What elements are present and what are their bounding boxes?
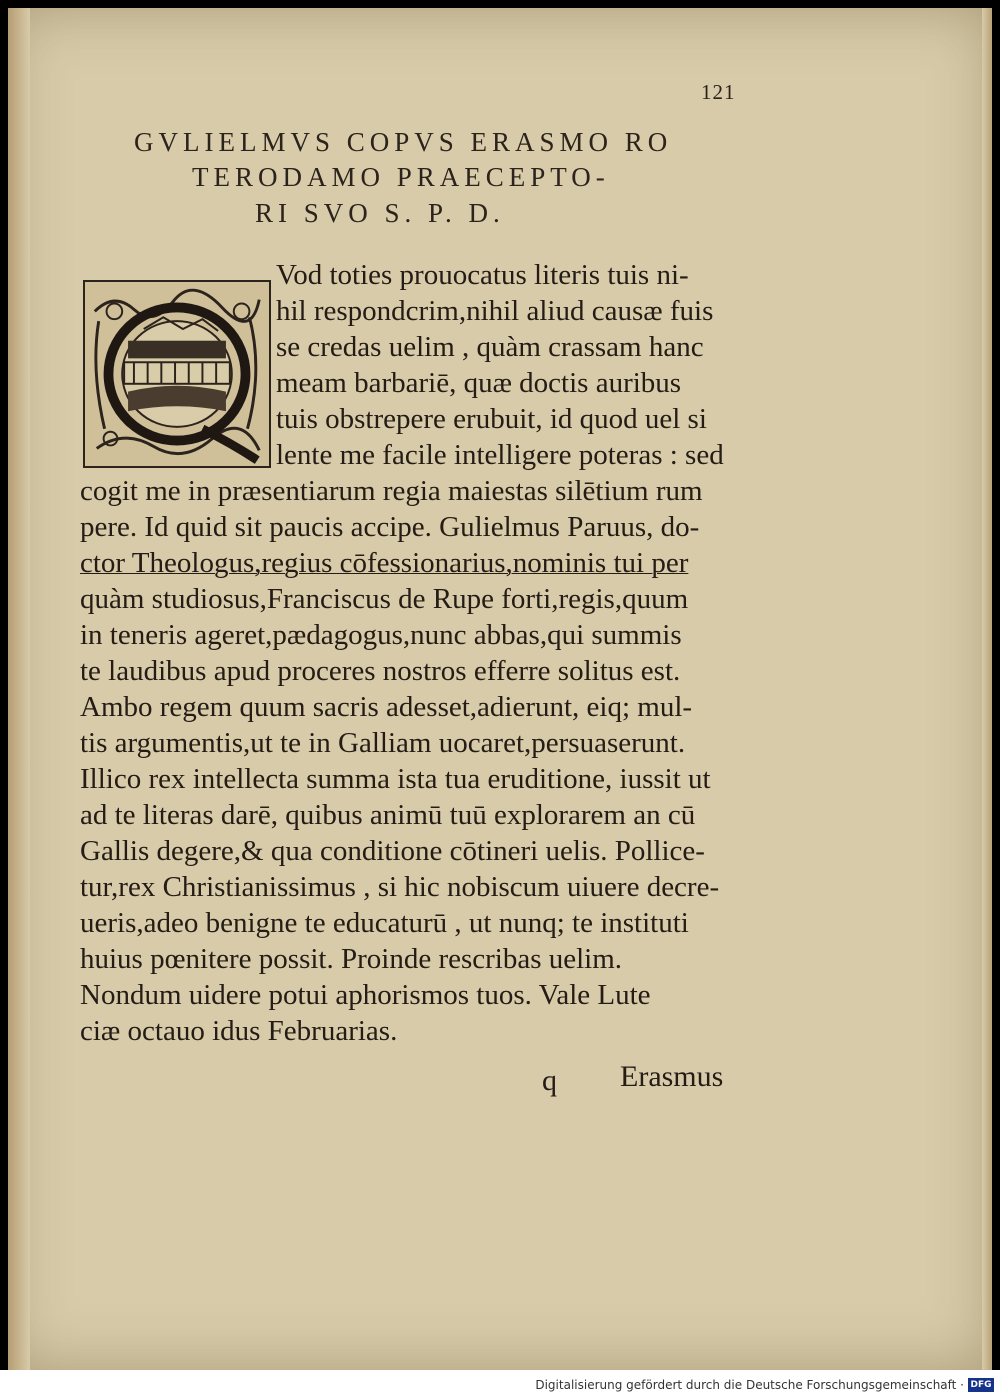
digitization-footer xyxy=(0,1370,1000,1396)
heading-line-3: RI SVO S. P. D. xyxy=(255,198,505,228)
body-line: ueris,adeo benigne te educaturū , ut nunq; te instituti xyxy=(80,907,689,939)
body-line: Ambo regem quum sacris adesset,adierunt, eiq; mul- xyxy=(80,691,693,723)
heading-line-2: TERODAMO PRAECEPTO- xyxy=(192,162,610,192)
body-line: tur,rex Christianissimus , si hic nobiscum uiuere decre- xyxy=(80,871,720,903)
body-line: hil respondcrim,nihil aliud causæ fuis xyxy=(276,295,714,327)
body-line: huius pœnitere possit. Proinde rescribas uelim. xyxy=(80,943,623,975)
body-line: Gallis degere,& qua conditione cōtineri uelis. Pollice- xyxy=(80,835,705,867)
page-gutter-shadow xyxy=(8,8,30,1370)
heading-line-1: GVLIELMVS COPVS ERASMO RO xyxy=(134,127,673,157)
body-line: pere. Id quid sit paucis accipe. Gulielmus Paruus, do- xyxy=(80,511,700,543)
page-edge-shadow xyxy=(982,8,992,1370)
body-line-underlined xyxy=(80,546,688,580)
body-line: cogit me in præsentiarum regia maiestas silētium rum xyxy=(80,475,703,507)
body-line: se credas uelim , quàm crassam hanc xyxy=(276,331,704,363)
dfg-logo: DFG xyxy=(968,1378,994,1392)
footer-credit: Digitalisierung gefördert durch die Deutsche Forschungsgemeinschaft · xyxy=(535,1378,964,1392)
underlined-text: ctor Theologus,regius cōfessionarius,nominis tui per xyxy=(80,547,689,579)
body-line: tis argumentis,ut te in Galliam uocaret,persuaserunt. xyxy=(80,727,686,759)
page-number: 121 xyxy=(701,80,736,104)
woodcut-initial-illustration xyxy=(85,282,269,466)
body-line: ad te literas darē, quibus animū tuū explorarem an cū xyxy=(80,799,696,831)
catchword: Erasmus xyxy=(620,1060,724,1093)
decorated-initial-q xyxy=(83,280,271,468)
body-line: tuis obstrepere erubuit, id quod uel si xyxy=(276,403,707,435)
book-page xyxy=(8,8,992,1370)
body-line: te laudibus apud proceres nostros efferre solitus est. xyxy=(80,655,681,687)
body-line: lente me facile intelligere poteras : sed xyxy=(276,439,724,471)
body-line: Illico rex intellecta summa ista tua eruditione, iussit ut xyxy=(80,763,711,795)
body-line: in teneris ageret,pædagogus,nunc abbas,qui summis xyxy=(80,619,682,651)
body-line: Nondum uidere potui aphorismos tuos. Vale Lute xyxy=(80,979,651,1011)
body-line: ciæ octauo idus Februarias. xyxy=(80,1015,398,1047)
signature-mark: q xyxy=(542,1064,557,1097)
body-line: meam barbariē, quæ doctis auribus xyxy=(276,367,682,399)
body-line: quàm studiosus,Franciscus de Rupe forti,regis,quum xyxy=(80,583,689,615)
body-line: Vod toties prouocatus literis tuis ni- xyxy=(276,259,689,291)
